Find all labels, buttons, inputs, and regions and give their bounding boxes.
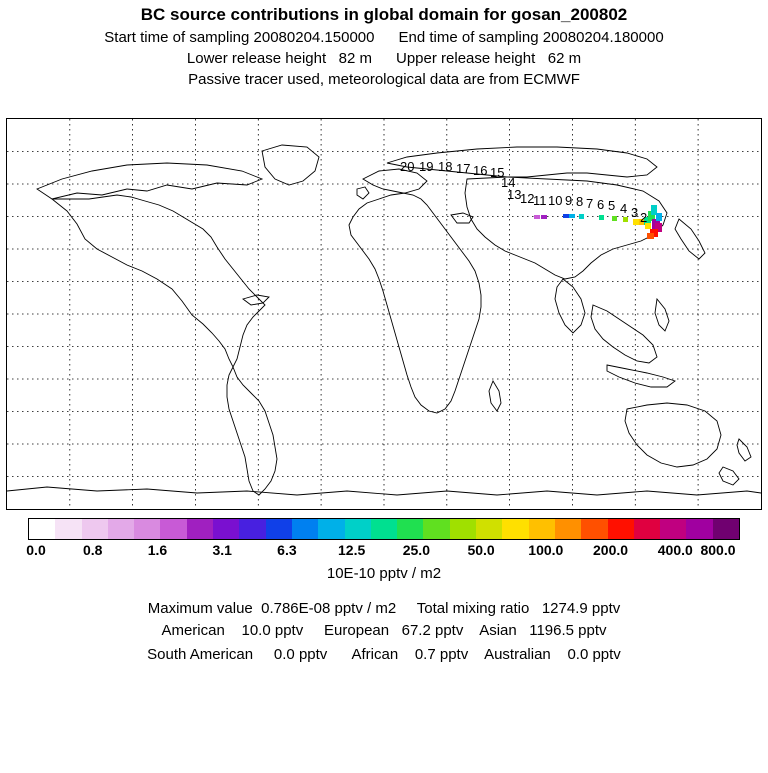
start-time-label: Start time of sampling 20080204.150000 bbox=[104, 29, 375, 46]
region-african-value: 0.7 pptv bbox=[414, 646, 469, 663]
colorbar bbox=[28, 518, 740, 540]
colorbar-swatch bbox=[608, 519, 634, 539]
trajectory-label: 18 bbox=[438, 159, 453, 174]
trajectory-label: 14 bbox=[501, 175, 516, 190]
colorbar-swatch bbox=[371, 519, 397, 539]
region-australian-value: 0.0 pptv bbox=[567, 646, 621, 663]
colorbar-swatch bbox=[134, 519, 160, 539]
colorbar-swatch bbox=[555, 519, 581, 539]
region-asian-label: Asian bbox=[479, 622, 517, 639]
colorbar-swatch bbox=[318, 519, 344, 539]
end-time-label: End time of sampling 20080204.180000 bbox=[398, 29, 664, 46]
sampling-time-line bbox=[0, 29, 768, 46]
trajectory-label: 17 bbox=[456, 161, 471, 176]
colorbar-swatch bbox=[213, 519, 239, 539]
region-american-value: 10.0 pptv bbox=[241, 622, 304, 639]
colorbar-tick: 0.0 bbox=[26, 542, 46, 558]
max-value-label: Maximum value bbox=[147, 600, 253, 617]
upper-release-height-label: Upper release height 62 m bbox=[396, 50, 582, 67]
trajectory-label: 10 bbox=[548, 193, 563, 208]
colorbar-swatch bbox=[266, 519, 292, 539]
colorbar-swatch bbox=[713, 519, 739, 539]
world-map-plot bbox=[6, 118, 762, 510]
colorbar-swatch bbox=[476, 519, 502, 539]
colorbar-swatch bbox=[634, 519, 660, 539]
tracer-info-line: Passive tracer used, meteorological data are from ECMWF bbox=[188, 71, 580, 88]
page-title: BC source contributions in global domain for gosan_200802 bbox=[140, 5, 628, 24]
colorbar-swatch bbox=[29, 519, 55, 539]
colorbar-tick: 6.3 bbox=[277, 542, 297, 558]
colorbar-swatch bbox=[660, 519, 686, 539]
release-height-line bbox=[0, 50, 768, 67]
max-value: 0.786E-08 pptv / m2 bbox=[261, 600, 397, 617]
trajectory-label: 11 bbox=[533, 193, 547, 208]
colorbar-swatch bbox=[450, 519, 476, 539]
trajectory-label: 16 bbox=[473, 163, 488, 178]
colorbar-tick: 12.5 bbox=[338, 542, 366, 558]
colorbar-swatch bbox=[502, 519, 528, 539]
colorbar-swatch bbox=[581, 519, 607, 539]
colorbar-tick: 200.0 bbox=[593, 542, 629, 558]
colorbar-tick: 0.8 bbox=[82, 542, 103, 558]
lower-release-height-label: Lower release height 82 m bbox=[186, 50, 372, 67]
colorbar-swatch bbox=[397, 519, 423, 539]
colorbar-tick: 800.0 bbox=[700, 542, 736, 558]
colorbar-units-label: 10E-10 pptv / m2 bbox=[326, 565, 442, 582]
colorbar-swatch bbox=[55, 519, 81, 539]
region-south-american-label: South American bbox=[147, 646, 254, 663]
trajectory-label: 3 bbox=[631, 205, 639, 220]
colorbar-tick: 3.1 bbox=[212, 542, 232, 558]
colorbar-tick: 50.0 bbox=[467, 542, 495, 558]
colorbar-swatch bbox=[239, 519, 265, 539]
summary-line-2 bbox=[0, 622, 768, 639]
region-south-american-value: 0.0 pptv bbox=[273, 646, 328, 663]
trajectory-label: 4 bbox=[620, 201, 628, 216]
trajectory-hour-labels bbox=[7, 119, 761, 509]
trajectory-label: 9 bbox=[565, 193, 573, 208]
colorbar-tick: 1.6 bbox=[147, 542, 168, 558]
trajectory-label: 2 bbox=[640, 210, 648, 225]
colorbar-tick: 100.0 bbox=[528, 542, 564, 558]
colorbar-swatch bbox=[686, 519, 712, 539]
total-mixing-label: Total mixing ratio bbox=[416, 600, 530, 617]
region-european-label: European bbox=[324, 622, 390, 639]
region-european-value: 67.2 pptv bbox=[401, 622, 464, 639]
colorbar-swatch bbox=[187, 519, 213, 539]
colorbar-swatch bbox=[292, 519, 318, 539]
region-american-label: American bbox=[161, 622, 225, 639]
colorbar-tick: 25.0 bbox=[402, 542, 430, 558]
colorbar-tick-labels bbox=[0, 542, 768, 560]
colorbar-swatch bbox=[108, 519, 134, 539]
trajectory-label: 15 bbox=[490, 165, 505, 180]
region-asian-value: 1196.5 pptv bbox=[529, 622, 607, 639]
total-mixing-value: 1274.9 pptv bbox=[541, 600, 621, 617]
trajectory-label: 13 bbox=[507, 187, 522, 202]
colorbar-tick: 400.0 bbox=[657, 542, 693, 558]
trajectory-label: 7 bbox=[586, 196, 594, 211]
colorbar-swatch bbox=[423, 519, 449, 539]
trajectory-label: 5 bbox=[608, 198, 616, 213]
trajectory-label: 12 bbox=[520, 191, 535, 206]
colorbar-swatch bbox=[345, 519, 371, 539]
colorbar-swatch bbox=[82, 519, 108, 539]
trajectory-label: 8 bbox=[576, 194, 584, 209]
region-australian-label: Australian bbox=[484, 646, 551, 663]
summary-line-3 bbox=[0, 646, 768, 663]
colorbar-swatch bbox=[529, 519, 555, 539]
trajectory-label: 6 bbox=[597, 197, 605, 212]
summary-line-1 bbox=[0, 600, 768, 617]
colorbar-swatch bbox=[160, 519, 186, 539]
trajectory-label: 19 bbox=[419, 159, 434, 174]
region-african-label: African bbox=[351, 646, 399, 663]
trajectory-label: 20 bbox=[400, 159, 415, 174]
